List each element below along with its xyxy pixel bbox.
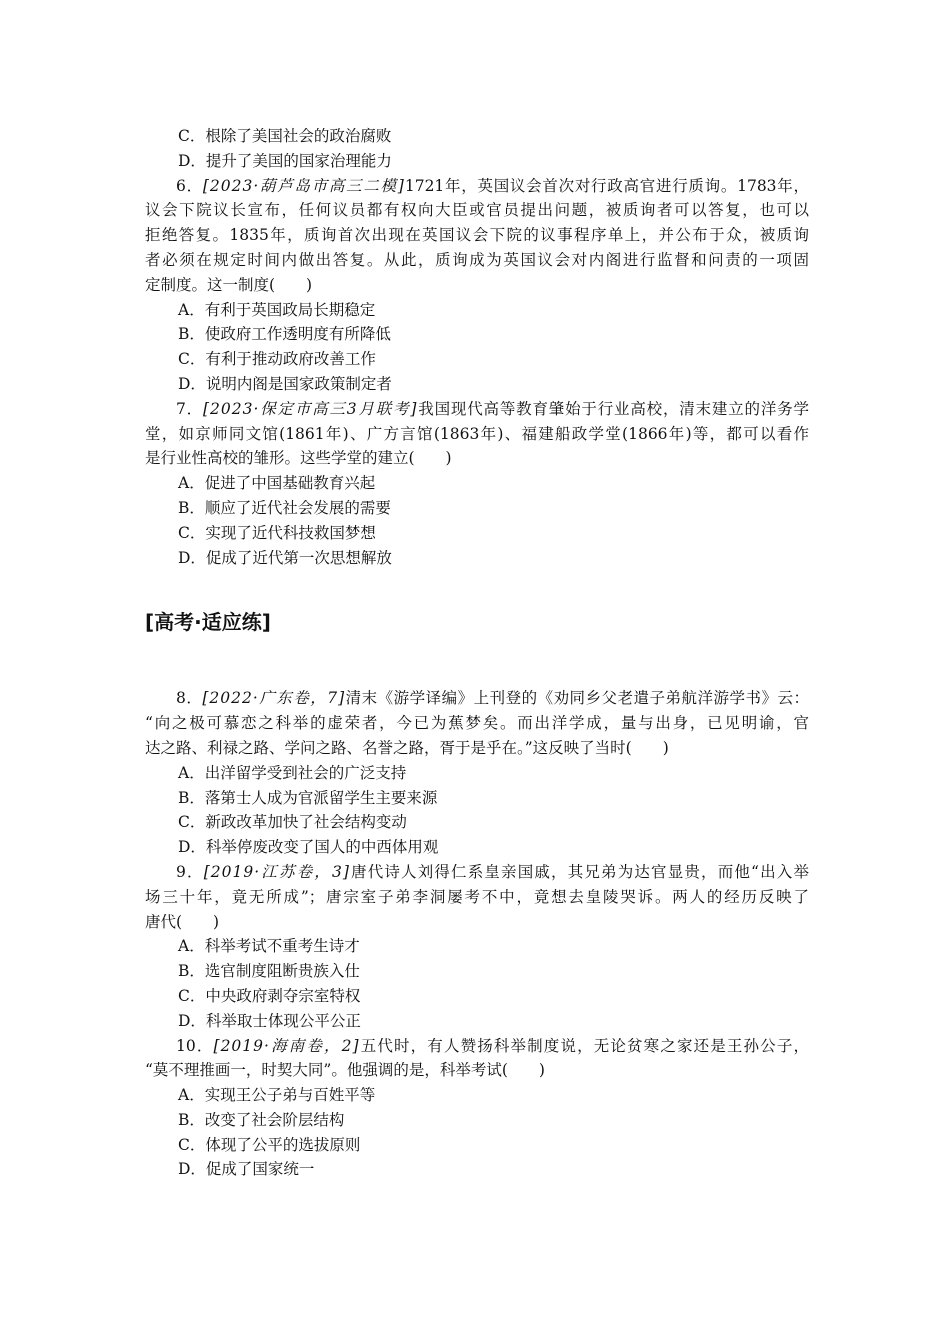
question-9-stem-line-2: 场三十年，竟无所成”；唐宗室子弟李洞屡考不中，竟想去皇陵哭诉。两人的经历反映了 — [145, 887, 809, 906]
question-8-source: [2022·广东卷，7] — [202, 689, 346, 708]
option-8d: D．科举停废改变了国人的中西体用观 — [178, 838, 439, 857]
option-7d: D．促成了近代第一次思想解放 — [178, 548, 392, 567]
question-5-options — [145, 124, 809, 174]
question-6-stem-line-3: 拒绝答复。1835年，质询首次出现在英国议会下院的议事程序单上，并公布于众，被质询 — [145, 226, 809, 245]
question-10 — [145, 1034, 809, 1183]
question-7-source: [2023·保定市高三3月联考] — [203, 399, 418, 418]
question-10-stem-line-2: “莫不理推画一，时契大同”。他强调的是，科举考试( ) — [145, 1061, 545, 1080]
option-6c: C．有利于推动政府改善工作 — [178, 350, 376, 369]
question-6-number: 6． — [176, 176, 203, 195]
option-10a: A．实现王公子弟与百姓平等 — [178, 1086, 376, 1105]
question-6-text: 1721年，英国议会首次对行政高官进行质询。1783年， — [404, 176, 809, 195]
option-7c: C．实现了近代科技救国梦想 — [178, 523, 376, 542]
question-10-number: 10． — [176, 1036, 214, 1055]
option-10b: B．改变了社会阶层结构 — [178, 1110, 345, 1129]
option-6b: B．使政府工作透明度有所降低 — [178, 325, 391, 344]
option-9d: D．科举取士体现公平公正 — [178, 1011, 361, 1030]
question-8-text: 清末《游学译编》上刊登的《劝同乡父老遣子弟航洋游学书》云： — [345, 689, 809, 708]
question-8-number: 8． — [176, 689, 203, 708]
question-6-source: [2023·葫芦岛市高三二模] — [202, 176, 405, 195]
question-9-number: 9． — [176, 862, 204, 881]
question-7-stem-line-2: 堂，如京师同文馆(1861年)、广方言馆(1863年)、福建船政学堂(1866年)等，都可以看作 — [145, 424, 809, 443]
option-5d: D．提升了美国的国家治理能力 — [178, 151, 392, 170]
option-7a: A．促进了中国基础教育兴起 — [178, 474, 376, 493]
question-10-text: 五代时，有人赞扬科举制度说，无论贫寒之家还是王孙公子， — [359, 1036, 809, 1055]
question-9-source: [2019·江苏卷，3] — [203, 862, 350, 881]
question-6-stem-line-2: 议会下院议长宣布，任何议员都有权向大臣或官员提出问题，被质询者可以答复，也可以 — [145, 201, 809, 220]
section-heading: [高考·适应练] — [145, 610, 271, 635]
question-7-stem-line-1 — [145, 397, 809, 422]
question-10-stem-line-1 — [145, 1034, 809, 1059]
question-7-text: 我国现代高等教育肇始于行业高校，清末建立的洋务学 — [417, 399, 809, 418]
document-page — [145, 124, 809, 1182]
question-8 — [145, 686, 809, 860]
question-7-number: 7． — [176, 399, 203, 418]
question-6 — [145, 174, 809, 397]
question-6-stem-line-4: 者必须在规定时间内做出答复。从此，质询成为英国议会对内阁进行监督和问责的一项固 — [145, 250, 809, 269]
option-6a: A．有利于英国政局长期稳定 — [178, 300, 376, 319]
option-6d: D．说明内阁是国家政策制定者 — [178, 374, 392, 393]
question-8-stem-line-3: 达之路、利禄之路、学问之路、名誉之路，胥于是乎在。”这反映了当时( ) — [145, 738, 669, 757]
option-8b: B．落第士人成为官派留学生主要来源 — [178, 788, 438, 807]
option-5c: C．根除了美国社会的政治腐败 — [178, 127, 392, 145]
question-9 — [145, 860, 809, 1034]
option-8c: C．新政改革加快了社会结构变动 — [178, 813, 407, 832]
question-7-stem-line-3: 是行业性高校的雏形。这些学堂的建立( ) — [145, 449, 452, 468]
option-10d: D．促成了国家统一 — [178, 1160, 315, 1179]
option-9a: A．科举考试不重考生诗才 — [178, 937, 360, 956]
question-9-text: 唐代诗人刘得仁系皇亲国戚，其兄弟为达官显贵，而他“出入举 — [349, 862, 809, 881]
option-9b: B．选官制度阻断贵族入仕 — [178, 962, 360, 981]
question-8-stem-line-1 — [145, 686, 809, 711]
question-10-source: [2019·海南卷，2] — [213, 1036, 360, 1055]
option-10c: C．体现了公平的选拔原则 — [178, 1135, 361, 1154]
question-6-stem-line-1 — [145, 174, 809, 199]
question-7 — [145, 397, 809, 571]
option-9c: C．中央政府剥夺宗室特权 — [178, 986, 361, 1005]
question-8-stem-line-2: “向之极可慕恋之科举的虚荣者，今已为蕉梦矣。而出洋学成，量与出身，已见明谕，官 — [145, 714, 809, 733]
question-9-stem-line-1 — [145, 860, 809, 885]
option-8a: A．出洋留学受到社会的广泛支持 — [178, 763, 407, 782]
question-9-stem-line-3: 唐代( ) — [145, 912, 220, 931]
option-7b: B．顺应了近代社会发展的需要 — [178, 498, 391, 517]
question-6-stem-line-5: 定制度。这一制度( ) — [145, 275, 313, 294]
